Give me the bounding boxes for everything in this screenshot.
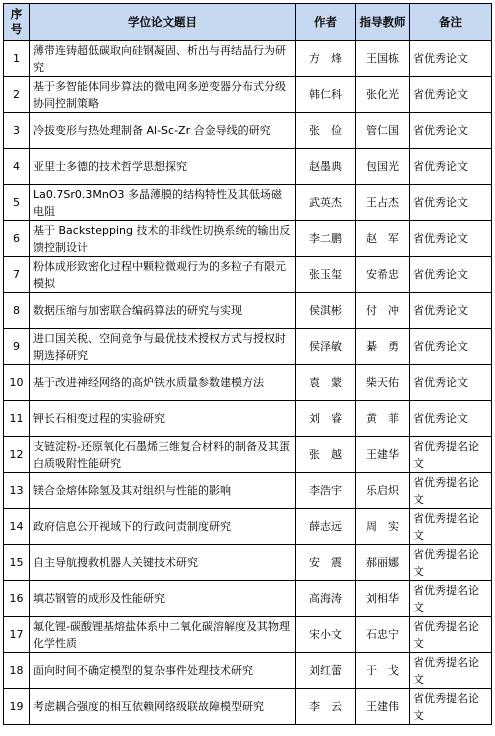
header-index: 序号: [4, 4, 30, 41]
cell-index: 7: [4, 257, 30, 293]
cell-author: 刘 睿: [296, 401, 356, 437]
cell-author: 武英杰: [296, 185, 356, 221]
cell-note: 省优秀论文: [410, 113, 492, 149]
cell-note: 省优秀论文: [410, 257, 492, 293]
header-author: 作者: [296, 4, 356, 41]
cell-note: 省优秀论文: [410, 365, 492, 401]
cell-author: 李浩宇: [296, 473, 356, 509]
cell-author: 张玉玺: [296, 257, 356, 293]
table-row: [4, 689, 492, 725]
cell-advisor: 刘相华: [356, 581, 410, 617]
cell-title: 粉体成形致密化过程中颗粒微观行为的多粒子有限元模拟: [30, 257, 296, 293]
cell-title: 氟化锂-碳酸锂基熔盐体系中二氧化碳溶解度及其物理化学性质: [30, 617, 296, 653]
cell-index: 11: [4, 401, 30, 437]
cell-index: 18: [4, 653, 30, 689]
table-row: [4, 653, 492, 689]
header-advisor: 指导教师: [356, 4, 410, 41]
cell-author: 李 云: [296, 689, 356, 725]
cell-index: 12: [4, 437, 30, 473]
cell-index: 4: [4, 149, 30, 185]
table-row: [4, 149, 492, 185]
cell-advisor: 周 实: [356, 509, 410, 545]
cell-advisor: 綦 勇: [356, 329, 410, 365]
cell-index: 16: [4, 581, 30, 617]
cell-index: 14: [4, 509, 30, 545]
table-body: [4, 41, 492, 725]
cell-index: 19: [4, 689, 30, 725]
cell-advisor: 安希忠: [356, 257, 410, 293]
cell-index: 10: [4, 365, 30, 401]
cell-index: 15: [4, 545, 30, 581]
cell-title: 冷拔变形与热处理制备 Al-Sc-Zr 合金导线的研究: [30, 113, 296, 149]
cell-index: 8: [4, 293, 30, 329]
cell-note: 省优秀提名论文: [410, 653, 492, 689]
cell-index: 5: [4, 185, 30, 221]
table-row: [4, 113, 492, 149]
cell-author: 薛志远: [296, 509, 356, 545]
cell-note: 省优秀论文: [410, 329, 492, 365]
table-row: [4, 257, 492, 293]
cell-title: 自主导航搜救机器人关键技术研究: [30, 545, 296, 581]
thesis-award-table: [3, 3, 492, 725]
table-row: [4, 401, 492, 437]
cell-author: 高海涛: [296, 581, 356, 617]
table-row: [4, 617, 492, 653]
cell-author: 方 烽: [296, 41, 356, 77]
cell-advisor: 于 戈: [356, 653, 410, 689]
cell-title: 支链淀粉-还原氧化石墨烯三维复合材料的制备及其蛋白质吸附性能研究: [30, 437, 296, 473]
table-row: [4, 293, 492, 329]
cell-advisor: 张化光: [356, 77, 410, 113]
cell-title: 镁合金熔体除氢及其对组织与性能的影响: [30, 473, 296, 509]
cell-index: 6: [4, 221, 30, 257]
header-note: 备注: [410, 4, 492, 41]
cell-author: 张 俭: [296, 113, 356, 149]
cell-author: 侯泽敏: [296, 329, 356, 365]
table-row: [4, 473, 492, 509]
header-title: 学位论文题目: [30, 4, 296, 41]
cell-note: 省优秀提名论文: [410, 509, 492, 545]
table-row: [4, 545, 492, 581]
cell-advisor: 王占杰: [356, 185, 410, 221]
cell-author: 赵墨典: [296, 149, 356, 185]
cell-title: 基于多智能体同步算法的微电网多逆变器分布式分级协同控制策略: [30, 77, 296, 113]
table-row: [4, 437, 492, 473]
cell-title: 政府信息公开视域下的行政问责制度研究: [30, 509, 296, 545]
cell-note: 省优秀论文: [410, 401, 492, 437]
table-row: [4, 581, 492, 617]
cell-author: 韩仁科: [296, 77, 356, 113]
cell-title: 基于改进神经网络的高炉铁水质量参数建模方法: [30, 365, 296, 401]
cell-index: 1: [4, 41, 30, 77]
cell-note: 省优秀提名论文: [410, 689, 492, 725]
cell-author: 侯淇彬: [296, 293, 356, 329]
cell-title: 进口国关税、空间竞争与最优技术授权方式与授权时期选择研究: [30, 329, 296, 365]
cell-index: 17: [4, 617, 30, 653]
table-row: [4, 509, 492, 545]
cell-advisor: 包国光: [356, 149, 410, 185]
cell-advisor: 石忠宁: [356, 617, 410, 653]
cell-title: 数据压缩与加密联合编码算法的研究与实现: [30, 293, 296, 329]
cell-note: 省优秀提名论文: [410, 581, 492, 617]
table-row: [4, 221, 492, 257]
cell-advisor: 乐启炽: [356, 473, 410, 509]
cell-note: 省优秀论文: [410, 149, 492, 185]
cell-advisor: 付 冲: [356, 293, 410, 329]
cell-note: 省优秀论文: [410, 185, 492, 221]
cell-author: 李二鹏: [296, 221, 356, 257]
cell-advisor: 赵 军: [356, 221, 410, 257]
cell-index: 3: [4, 113, 30, 149]
cell-note: 省优秀论文: [410, 41, 492, 77]
cell-advisor: 柴天佑: [356, 365, 410, 401]
cell-title: 考虑耦合强度的相互依赖网络级联故障模型研究: [30, 689, 296, 725]
cell-note: 省优秀提名论文: [410, 437, 492, 473]
cell-advisor: 黄 菲: [356, 401, 410, 437]
cell-author: 宋小文: [296, 617, 356, 653]
table-row: [4, 185, 492, 221]
cell-title: La0.7Sr0.3MnO3 多晶薄膜的结构特性及其低场磁电阻: [30, 185, 296, 221]
cell-note: 省优秀提名论文: [410, 617, 492, 653]
header-row: [4, 4, 492, 41]
cell-title: 亚里士多德的技术哲学思想探究: [30, 149, 296, 185]
cell-note: 省优秀论文: [410, 221, 492, 257]
table-row: [4, 77, 492, 113]
cell-advisor: 郝丽娜: [356, 545, 410, 581]
cell-author: 刘红蕾: [296, 653, 356, 689]
table-row: [4, 41, 492, 77]
cell-note: 省优秀论文: [410, 77, 492, 113]
cell-title: 面向时间不确定模型的复杂事件处理技术研究: [30, 653, 296, 689]
cell-index: 2: [4, 77, 30, 113]
cell-advisor: 王建伟: [356, 689, 410, 725]
cell-index: 9: [4, 329, 30, 365]
cell-title: 钾长石相变过程的实验研究: [30, 401, 296, 437]
table-row: [4, 365, 492, 401]
cell-note: 省优秀论文: [410, 293, 492, 329]
cell-advisor: 王建华: [356, 437, 410, 473]
cell-index: 13: [4, 473, 30, 509]
cell-title: 填芯钢管的成形及性能研究: [30, 581, 296, 617]
cell-advisor: 管仁国: [356, 113, 410, 149]
cell-title: 基于 Backstepping 技术的非线性切换系统的输出反馈控制设计: [30, 221, 296, 257]
cell-title: 薄带连铸超低碳取向硅钢凝固、析出与再结晶行为研究: [30, 41, 296, 77]
cell-author: 袁 蒙: [296, 365, 356, 401]
cell-advisor: 王国栋: [356, 41, 410, 77]
table-row: [4, 329, 492, 365]
cell-author: 安 震: [296, 545, 356, 581]
cell-author: 张 越: [296, 437, 356, 473]
cell-note: 省优秀提名论文: [410, 545, 492, 581]
cell-note: 省优秀提名论文: [410, 473, 492, 509]
